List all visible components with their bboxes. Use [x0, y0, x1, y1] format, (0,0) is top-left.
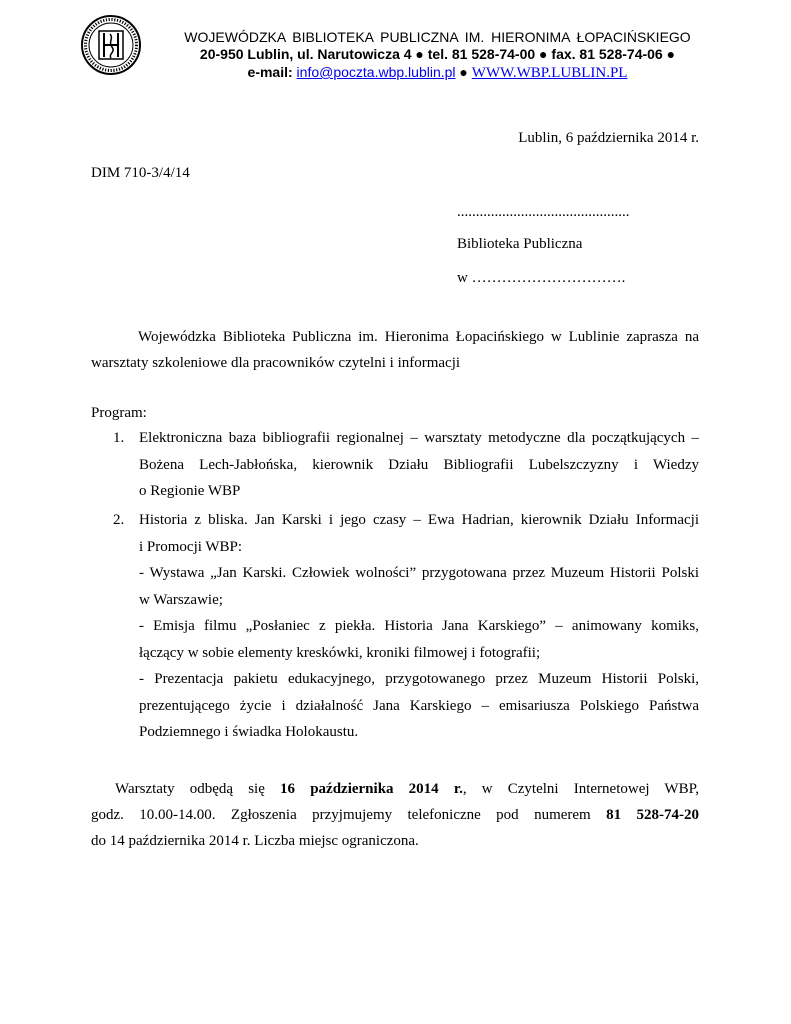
program-item-line: Elektroniczna baza bibliografii regionalnej – warsztaty metodyczne dla początkujących – — [139, 430, 699, 446]
email-label: e-mail: — [247, 64, 293, 80]
intro-paragraph — [91, 324, 699, 376]
program-item — [139, 425, 699, 505]
workshop-date: 16 października 2014 r. — [280, 781, 463, 797]
website-link[interactable]: WWW.WBP.LUBLIN.PL — [471, 65, 628, 81]
library-logo — [80, 14, 142, 76]
letter-date: Lublin, 6 października 2014 r. — [518, 130, 699, 146]
intro-line: Wojewódzka Biblioteka Publiczna im. Hieronima Łopacińskiego w Lublinie zaprasza na — [138, 329, 699, 345]
program-item-line: Historia z bliska. Jan Karski i jego czasy – Ewa Hadrian, kierownik Działu Informacji — [139, 512, 699, 528]
program-item-line: w Warszawie; — [139, 591, 223, 608]
library-address: 20-950 Lublin, ul. Narutowicza 4 ● tel. 81 528-74-00 ● fax. 81 528-74-06 ● — [199, 46, 676, 62]
library-contact — [150, 64, 725, 82]
program-item-line: - Emisja filmu „Posłaniec z piekła. Historia Jana Karskiego” – animowany komiks, — [139, 618, 699, 634]
program-item-line: i Promocji WBP: — [139, 538, 243, 555]
closing-line — [91, 776, 699, 802]
closing-line — [91, 802, 699, 828]
closing-text: , w Czytelni Internetowej WBP, — [462, 781, 700, 797]
intro-line: warsztaty szkoleniowe dla pracowników czytelni i informacji — [91, 355, 461, 371]
program-item-line: Podziemnego i świadka Holokaustu. — [139, 724, 359, 740]
program-item-line: - Prezentacja pakietu edukacyjnego, przygotowanego przez Muzeum Historii Polski, — [139, 671, 699, 687]
program-item-line: łączący w sobie elementy kreskówki, kroniki filmowej i fotografii; — [139, 644, 541, 661]
email-link[interactable]: info@poczta.wbp.lublin.pl — [296, 64, 456, 80]
closing-paragraph — [91, 776, 699, 854]
reference-number: DIM 710-3/4/14 — [91, 165, 190, 181]
registration-phone: 81 528-74-20 — [606, 807, 699, 823]
program-item — [139, 507, 699, 746]
closing-text: Warsztaty odbędą się — [115, 781, 265, 797]
library-name: WOJEWÓDZKA BIBLIOTEKA PUBLICZNA IM. HIERONIMA ŁOPACIŃSKIEGO — [184, 29, 691, 45]
addressee-name: Biblioteka Publiczna — [457, 236, 583, 252]
program-item-number: 2. — [113, 512, 125, 528]
program-item-number: 1. — [113, 430, 125, 446]
addressee-place: w …………………………. — [457, 270, 626, 286]
separator-bullet: ● — [459, 64, 468, 80]
program-item-line: prezentującego życie i działalność Jana Karskiego – emisariusza Polskiego Państwa — [139, 697, 699, 714]
closing-text: godz. 10.00-14.00. Zgłoszenia przyjmujemy telefoniczne pod numerem — [91, 807, 591, 823]
program-heading: Program: — [91, 405, 147, 421]
closing-line: do 14 października 2014 r. Liczba miejsc ograniczona. — [91, 833, 419, 849]
program-item-line: - Wystawa „Jan Karski. Człowiek wolności” przygotowana przez Muzeum Historii Polski — [139, 565, 699, 581]
program-item-line: o Regionie WBP — [139, 483, 241, 499]
addressee-dots: .............................................. — [457, 204, 630, 220]
program-item-line: Bożena Lech-Jabłońska, kierownik Działu Bibliografii Lubelszczyzny i Wiedzy — [139, 456, 699, 473]
